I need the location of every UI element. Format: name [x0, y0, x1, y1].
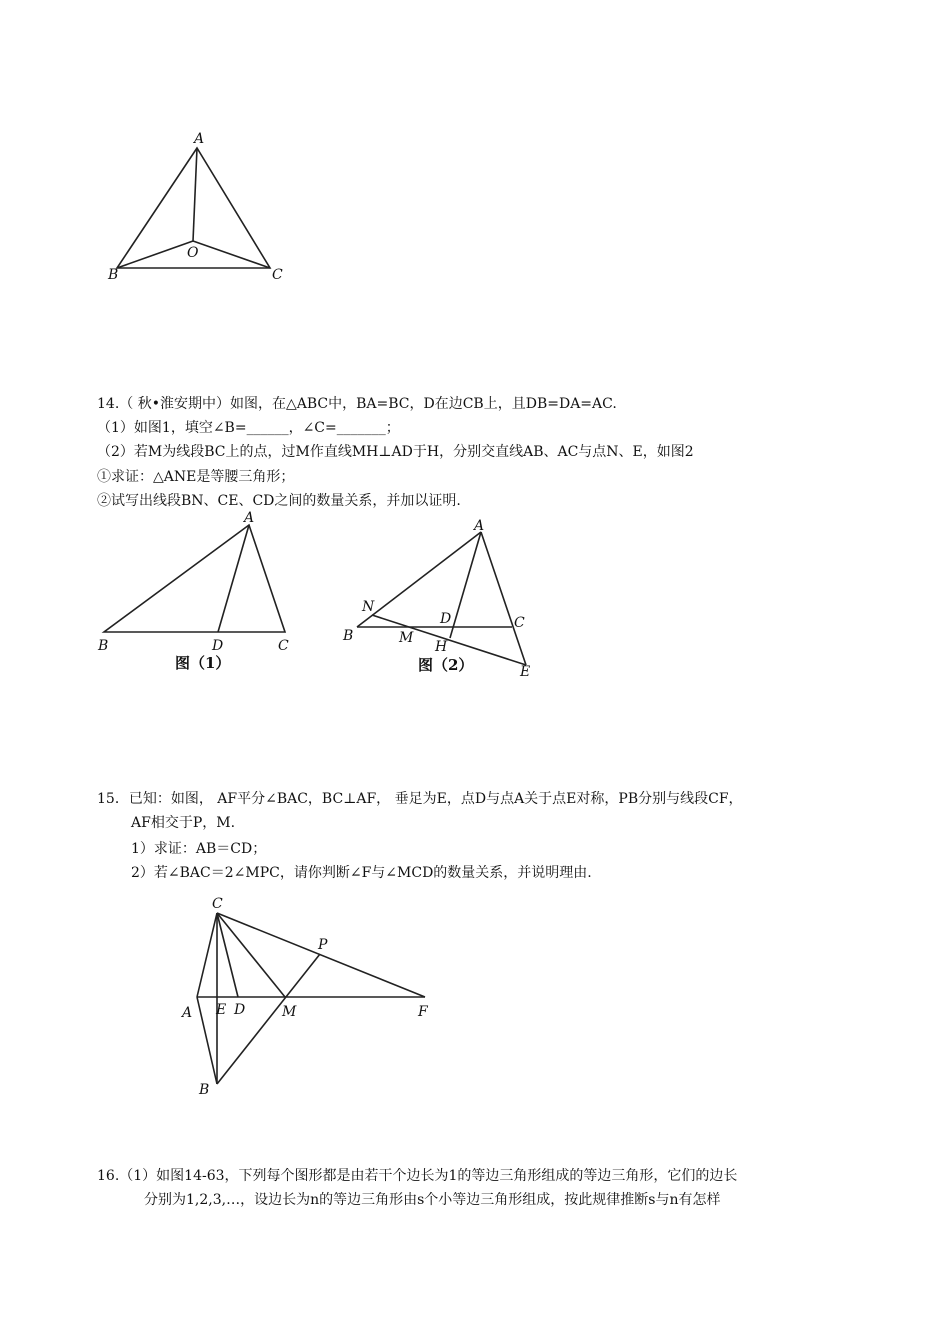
- q15-title-cont: AF相交于P，M.: [131, 815, 236, 831]
- label-a: A: [194, 131, 205, 147]
- label-d: D: [440, 611, 452, 627]
- q14-part1: （1）如图1，填空∠B=______，∠C=_______；: [97, 420, 400, 436]
- label-b: B: [343, 628, 354, 644]
- label-b: B: [108, 267, 119, 283]
- label-m: M: [399, 630, 414, 646]
- label-b: B: [199, 1082, 210, 1098]
- label-n: N: [362, 599, 375, 615]
- q14-sub2: ②试写出线段BN、CE、CD之间的数量关系，并加以证明.: [97, 493, 461, 509]
- label-a: A: [474, 518, 485, 534]
- label-c: C: [278, 638, 289, 654]
- label-m: M: [282, 1004, 297, 1020]
- label-o: O: [187, 245, 199, 261]
- label-c: C: [272, 267, 283, 283]
- label-a: A: [182, 1005, 193, 1021]
- q15-title: 15．已知：如图， AF平分∠BAC，BC⊥AF， 垂足为E，点D与点A关于点E对称，PB分别与线段CF，: [97, 791, 743, 807]
- q14-title: 14.（ 秋•淮安期中）如图，在△ABC中，BA=BC，D在边CB上，且DB=DA=AC.: [97, 396, 617, 412]
- label-d: D: [234, 1002, 246, 1018]
- figure-caption: 图（1）: [175, 654, 231, 672]
- label-f: F: [418, 1004, 428, 1020]
- q15-part2: 2）若∠BAC＝2∠MPC，请你判断∠F与∠MCD的数量关系，并说明理由.: [131, 865, 592, 881]
- q16-line2: 分别为1,2,3,…，设边长为n的等边三角形由s个小等边三角形组成，按此规律推断s与n有怎样: [144, 1192, 721, 1208]
- segment-ca: [197, 913, 217, 997]
- label-b: B: [98, 638, 109, 654]
- label-p: P: [318, 937, 328, 953]
- label-h: H: [435, 639, 448, 655]
- figure-caption: 图（2）: [418, 656, 474, 674]
- q16-line1: 16.（1）如图14-63，下列每个图形都是由若干个边长为1的等边三角形组成的等边三角形，它们的边长: [97, 1168, 738, 1184]
- segment-ab: [197, 997, 217, 1084]
- label-a: A: [244, 510, 255, 526]
- q15-part1: 1）求证：AB＝CD；: [131, 841, 267, 857]
- label-d: D: [212, 638, 224, 654]
- segment-cf: [217, 913, 425, 997]
- label-e: E: [216, 1002, 227, 1018]
- label-e: E: [520, 664, 531, 680]
- label-c: C: [212, 896, 223, 912]
- q14-part2: （2）若M为线段BC上的点，过M作直线MH⊥AD于H，分别交直线AB、AC与点N、E，如图2: [97, 444, 694, 460]
- label-c: C: [514, 615, 525, 631]
- q14-sub1: ①求证：△ANE是等腰三角形；: [97, 469, 295, 485]
